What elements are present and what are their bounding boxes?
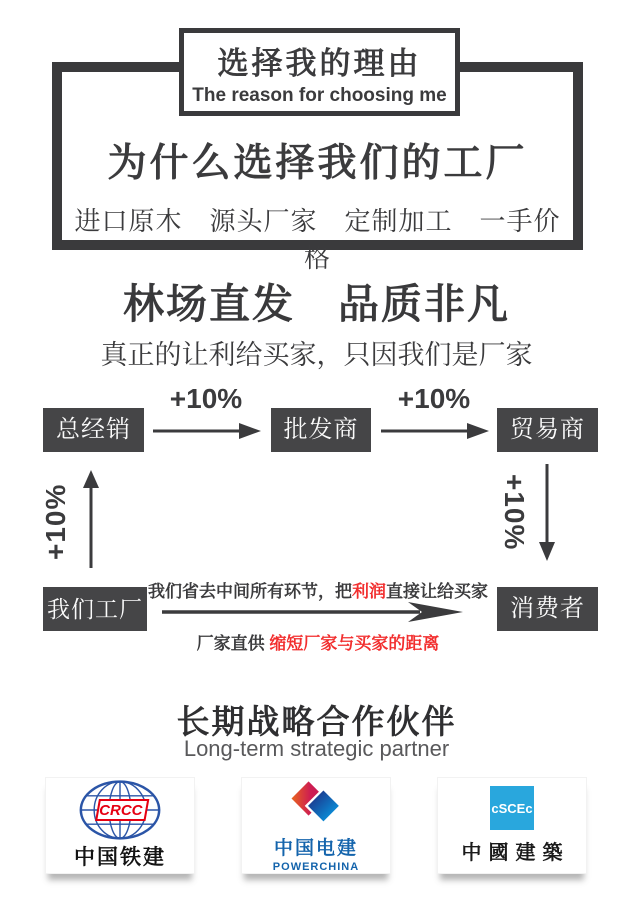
savings-note-highlight: 利润	[352, 582, 386, 601]
partners-subtitle: Long-term strategic partner	[183, 736, 450, 761]
markup-label-down: +10%	[499, 473, 530, 551]
long-arrow-right-icon	[158, 600, 465, 624]
why-factory-title: 为什么选择我们的工厂	[107, 142, 528, 185]
partner-card-powerchina	[241, 777, 391, 874]
node-our-factory: 我们工厂	[43, 587, 147, 631]
savings-note-prefix: 我们省去中间所有环节，把	[148, 582, 352, 601]
intro-title: 林场直发 品质非凡	[123, 281, 510, 327]
cscec-emblem-icon	[490, 786, 534, 830]
powerchina-diamond-icon	[287, 779, 345, 831]
arrow-down-icon	[536, 464, 558, 564]
crcc-emblem-text: CRCC	[99, 802, 143, 819]
node-wholesaler: 批发商	[271, 408, 371, 452]
reason-badge	[179, 28, 460, 116]
crcc-globe-icon	[76, 780, 164, 840]
caption-highlight: 缩短厂家与买家的距离	[269, 634, 440, 653]
powerchina-sublabel: POWERCHINA	[272, 860, 360, 873]
node-general-distributor: 总经销	[43, 408, 144, 452]
partner-card-cscec	[437, 777, 587, 874]
cscec-emblem-text: cSCEc	[491, 801, 533, 816]
reason-badge-title: 选择我的理由	[217, 45, 422, 81]
markup-label-up: +10%	[40, 483, 71, 561]
arrow-right-icon	[151, 421, 263, 441]
partner-card-crcc	[45, 777, 195, 874]
savings-note-suffix: 直接让给买家	[386, 582, 488, 601]
markup-label-2: +10%	[397, 383, 471, 414]
node-consumer: 消费者	[497, 587, 598, 631]
cscec-label: 中國建築	[461, 842, 570, 864]
arrow-right-icon	[379, 421, 491, 441]
savings-note	[148, 577, 488, 602]
markup-label-1: +10%	[169, 383, 243, 414]
intro-subtitle: 真正的让利给买家，只因我们是厂家	[100, 340, 533, 370]
caption-prefix: 厂家直供	[196, 634, 270, 653]
powerchina-label: 中国电建	[273, 837, 358, 859]
direct-supply-caption	[133, 629, 503, 654]
reason-badge-subtitle: The reason for choosing me	[192, 84, 447, 106]
crcc-label: 中国铁建	[74, 846, 166, 869]
partners-title: 长期战略合作伙伴	[176, 703, 457, 740]
arrow-up-icon	[80, 468, 102, 570]
why-factory-subtitle: 进口原木 源头厂家 定制加工 一手价格	[74, 206, 561, 273]
node-trader: 贸易商	[497, 408, 598, 452]
